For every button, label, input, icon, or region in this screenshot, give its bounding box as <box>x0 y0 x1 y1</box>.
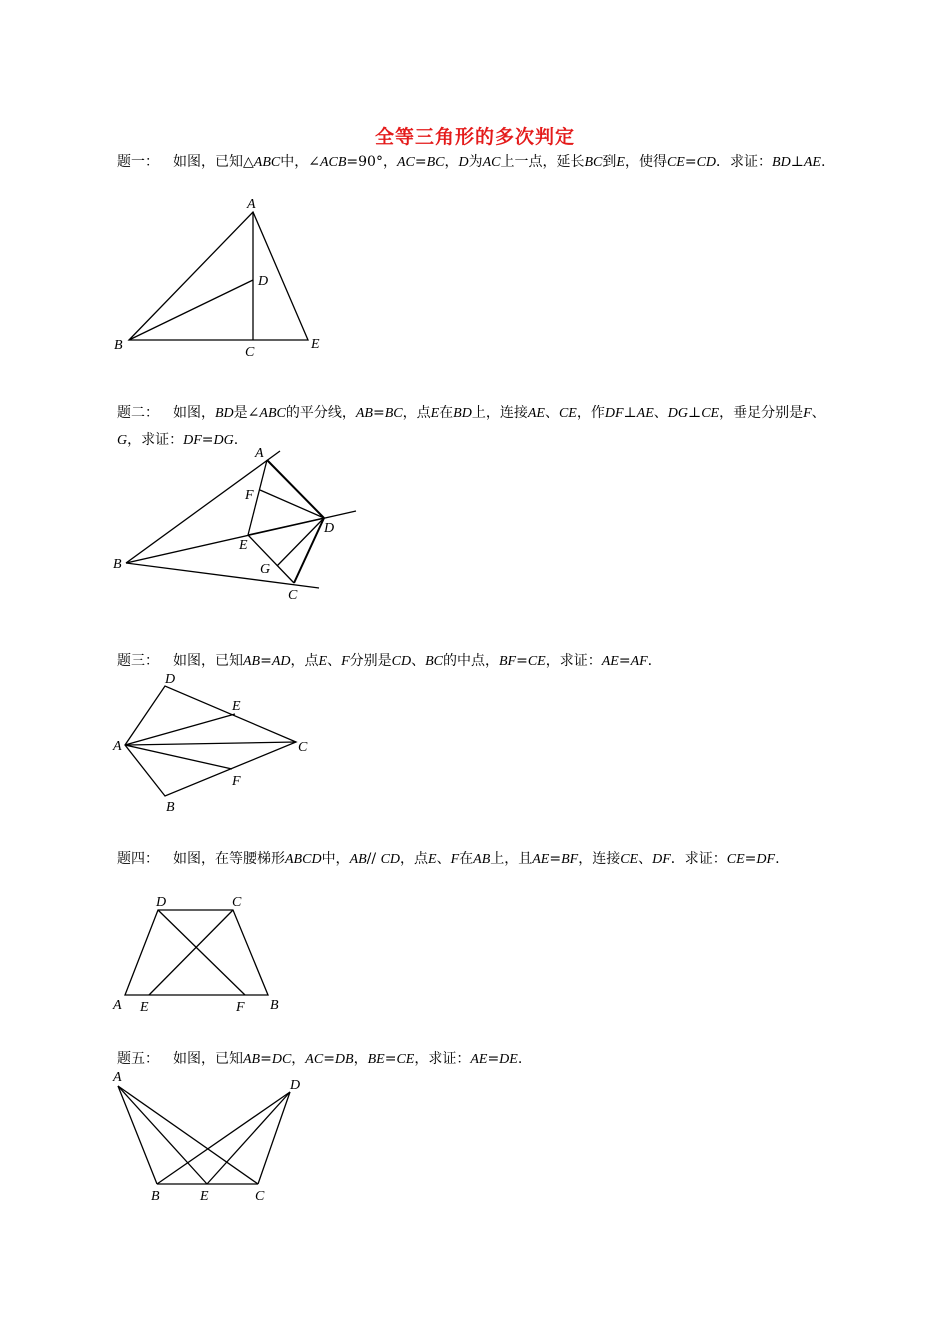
statement-text: ，作 <box>576 405 605 421</box>
problem-1-label: 题一： <box>117 154 159 170</box>
problem-2-label: 题二： <box>117 405 159 421</box>
point-label-e: E <box>232 699 241 714</box>
math-symbol: BD <box>772 155 791 170</box>
math-symbol: E <box>616 155 625 170</box>
math-symbol: CE <box>666 155 685 170</box>
statement-text: ，点 <box>402 405 431 421</box>
statement-text: 为 <box>468 154 483 170</box>
statement-text: 、 <box>411 653 426 669</box>
math-symbol: AE <box>803 155 821 170</box>
statement-text: ，点 <box>290 653 319 669</box>
math-symbol: AE <box>527 406 545 421</box>
statement-text: ，使得 <box>624 154 667 170</box>
statement-text: 、 <box>327 653 342 669</box>
math-symbol: CE <box>558 406 577 421</box>
statement-text: 如图，在等腰梯形 <box>173 851 285 867</box>
math-symbol: DG <box>213 433 234 448</box>
point-label-d: D <box>165 672 176 687</box>
statement-text: 到 <box>602 154 617 170</box>
math-symbol: DF <box>604 406 624 421</box>
segment-ac <box>118 1086 258 1184</box>
math-symbol: AC <box>305 1052 324 1067</box>
statement-text: 上，连接 <box>471 405 528 421</box>
statement-text: 的平分线， <box>285 405 356 421</box>
statement-text: 如图，已知 <box>173 653 243 669</box>
point-label-e: E <box>200 1189 209 1204</box>
statement-text: 、 <box>653 405 668 421</box>
math-symbol: BD <box>215 406 234 421</box>
statement-text: 在 <box>439 405 454 421</box>
statement-text: = <box>516 653 528 669</box>
point-label-d: D <box>324 521 335 536</box>
math-symbol: AB <box>355 406 373 421</box>
statement-text: 如图， <box>173 405 215 421</box>
math-symbol: CD <box>391 654 412 669</box>
statement-text: = <box>487 1051 500 1067</box>
math-symbol: F <box>803 406 812 421</box>
point-label-b: B <box>151 1189 160 1204</box>
math-symbol: F <box>450 852 460 867</box>
statement-text: ⊥ <box>688 405 702 421</box>
math-symbol: CE <box>396 1052 415 1067</box>
statement-text: . <box>775 851 780 867</box>
math-symbol: AE <box>601 654 619 669</box>
statement-text: 中， <box>321 851 350 867</box>
math-symbol: AC <box>396 155 415 170</box>
statement-text: ，点 <box>400 851 429 867</box>
math-symbol: BD <box>453 406 472 421</box>
math-symbol: ABC <box>253 155 281 170</box>
statement-text: . <box>517 1051 523 1067</box>
math-symbol: AE <box>470 1052 488 1067</box>
math-symbol: AB <box>349 852 367 867</box>
math-symbol: AC <box>482 155 501 170</box>
statement-text: . <box>233 432 239 448</box>
math-symbol: E <box>428 852 437 867</box>
point-label-e: E <box>140 1000 149 1015</box>
math-symbol: DF <box>652 852 671 867</box>
problem-5-label: 题五： <box>117 1051 159 1067</box>
math-symbol: BE <box>367 1052 385 1067</box>
math-symbol: AB <box>473 852 491 867</box>
math-symbol: G <box>117 433 128 448</box>
math-symbol: BC <box>425 654 443 669</box>
math-symbol: AB <box>243 1052 261 1067</box>
statement-text: 、 <box>811 405 826 421</box>
problem-3-label: 题三： <box>117 653 159 669</box>
math-symbol: BC <box>384 406 403 421</box>
statement-text: . <box>820 154 826 170</box>
math-symbol: AB <box>243 654 261 669</box>
statement-text: ，求证： <box>127 432 184 448</box>
statement-text: ，连接 <box>578 851 621 867</box>
statement-text: = <box>260 1051 272 1067</box>
point-label-a: A <box>113 1070 122 1085</box>
segment-db <box>157 1092 290 1184</box>
statement-text: = <box>372 405 385 421</box>
math-symbol: BC <box>584 155 603 170</box>
statement-text: = <box>414 154 427 170</box>
math-symbol: CE <box>620 852 639 867</box>
point-label-e: E <box>239 538 248 553</box>
math-symbol: BF <box>561 852 579 867</box>
statement-text: 的中点， <box>442 653 499 669</box>
statement-text: ，求证： <box>414 1051 471 1067</box>
math-symbol: DF <box>183 433 202 448</box>
point-label-b: B <box>113 557 122 572</box>
problem-4-label: 题四： <box>117 851 159 867</box>
point-label-g: G <box>260 562 271 577</box>
math-symbol: AD <box>271 654 291 669</box>
math-symbol: AF <box>630 654 648 669</box>
point-label-c: C <box>288 588 298 603</box>
statement-text: = <box>201 432 214 448</box>
math-symbol: ABCD <box>285 852 322 867</box>
math-symbol: CD <box>380 852 401 867</box>
point-label-a: A <box>247 197 256 212</box>
statement-text: ，求证： <box>545 653 602 669</box>
math-symbol: E <box>430 406 440 421</box>
math-symbol: E <box>318 654 328 669</box>
statement-text: ，垂足分别是 <box>719 405 804 421</box>
statement-text: 在 <box>459 851 474 867</box>
statement-text: 上一点，延长 <box>500 154 585 170</box>
point-label-a: A <box>255 446 264 461</box>
point-label-a: A <box>113 739 122 754</box>
math-symbol: DG <box>667 406 689 421</box>
segment-ab <box>118 1086 157 1184</box>
statement-text: = <box>618 653 631 669</box>
statement-text: =90°， <box>346 154 397 170</box>
statement-text: 、 <box>436 851 451 867</box>
statement-text: 如图，已知△ <box>173 154 254 170</box>
statement-text: ．求证： <box>716 154 773 170</box>
math-symbol: F <box>341 654 350 669</box>
math-symbol: D <box>458 155 469 170</box>
statement-text: 如图，已知 <box>173 1051 243 1067</box>
math-symbol: DF <box>756 852 776 867</box>
statement-text: = <box>744 851 757 867</box>
math-symbol: AE <box>532 852 550 867</box>
statement-text: = <box>323 1051 335 1067</box>
math-symbol: ACB <box>319 155 347 170</box>
point-label-f: F <box>236 1000 245 1015</box>
statement-text: ， <box>353 1051 368 1067</box>
point-label-f: F <box>232 774 241 789</box>
statement-text: 是∠ <box>233 405 260 421</box>
statement-text: 、 <box>638 851 653 867</box>
statement-text: 分别是 <box>349 653 392 669</box>
statement-text: ⊥ <box>790 154 804 170</box>
math-symbol: BF <box>498 654 517 669</box>
point-label-b: B <box>114 338 123 353</box>
point-label-c: C <box>245 345 255 360</box>
point-label-d: D <box>258 274 269 289</box>
math-symbol: DE <box>499 1052 518 1067</box>
point-label-b: B <box>166 800 175 815</box>
point-label-a: A <box>113 998 122 1013</box>
segment-dc <box>258 1092 290 1184</box>
statement-text: = <box>684 154 697 170</box>
point-label-e: E <box>311 337 320 352</box>
segment-ae <box>118 1086 207 1184</box>
statement-text: ．求证： <box>670 851 727 867</box>
math-symbol: CE <box>527 654 546 669</box>
statement-text: = <box>549 851 562 867</box>
statement-text: = <box>384 1051 397 1067</box>
point-label-f: F <box>245 488 254 503</box>
point-label-b: B <box>270 998 279 1013</box>
statement-text: ， <box>444 154 459 170</box>
point-label-d: D <box>156 895 167 910</box>
point-label-c: C <box>298 740 308 755</box>
math-symbol: BC <box>426 155 445 170</box>
math-symbol: AE <box>636 406 654 421</box>
math-symbol: CE <box>726 852 745 867</box>
point-label-c: C <box>232 895 242 910</box>
statement-text: ⊥ <box>623 405 637 421</box>
statement-text: ， <box>291 1051 306 1067</box>
point-label-d: D <box>290 1078 301 1093</box>
statement-text: // <box>366 851 381 867</box>
statement-text: . <box>647 653 653 669</box>
math-symbol: CE <box>701 406 720 421</box>
segment-de <box>207 1092 290 1184</box>
point-label-c: C <box>255 1189 265 1204</box>
statement-text: 中，∠ <box>280 154 320 170</box>
page-title: 全等三角形的多次判定 <box>374 126 575 148</box>
statement-text: 、 <box>544 405 559 421</box>
math-symbol: ABC <box>259 406 286 421</box>
statement-text: 上，且 <box>490 851 533 867</box>
math-symbol: DC <box>271 1052 292 1067</box>
statement-text: = <box>260 653 272 669</box>
math-symbol: DB <box>334 1052 354 1067</box>
math-symbol: CD <box>696 155 717 170</box>
